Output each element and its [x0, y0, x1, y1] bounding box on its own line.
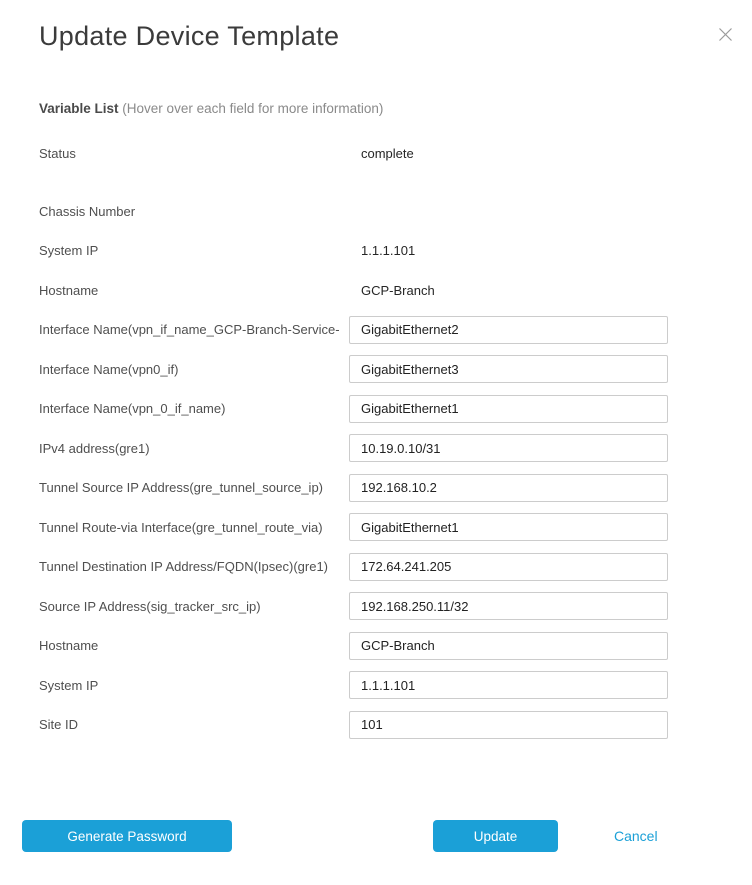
field-row-system-ip-input [0, 666, 752, 706]
dialog-title: Update Device Template [39, 21, 340, 51]
field-label: Tunnel Destination IP Address/FQDN(Ipsec)(gre1) [39, 559, 329, 575]
field-row-interface-name-service-vpn [0, 310, 752, 350]
field-label: IPv4 address(gre1) [39, 440, 150, 456]
tunnel-source-ip-input[interactable] [349, 474, 668, 502]
field-label: System IP [39, 243, 99, 259]
generate-password-button[interactable]: Generate Password [22, 820, 232, 852]
field-label: Hostname [39, 638, 99, 654]
field-row-hostname-input [0, 626, 752, 666]
hostname-input[interactable] [349, 632, 668, 660]
field-label: Hostname [39, 282, 99, 298]
source-ip-tracker-input[interactable] [349, 592, 668, 620]
field-label: Tunnel Route-via Interface(gre_tunnel_route_via) [39, 519, 323, 535]
field-row-ipv4-address-gre1 [0, 429, 752, 469]
field-row-status [0, 134, 752, 174]
field-row-tunnel-destination-ip [0, 547, 752, 587]
field-row-source-ip-tracker [0, 587, 752, 627]
close-button[interactable] [717, 26, 733, 42]
variable-list-heading: Variable List [39, 101, 119, 116]
interface-name-vpn-0-if-name-input[interactable] [349, 395, 668, 423]
field-row-interface-name-vpn-0-if-name [0, 389, 752, 429]
field-label: Source IP Address(sig_tracker_src_ip) [39, 598, 261, 614]
field-value-hostname: GCP-Branch [361, 282, 435, 298]
field-label: Status [39, 146, 76, 162]
field-label: System IP [39, 677, 99, 693]
field-label: Interface Name(vpn_0_if_name) [39, 401, 226, 417]
tunnel-destination-ip-input[interactable] [349, 553, 668, 581]
close-icon [718, 27, 733, 42]
site-id-input[interactable] [349, 711, 668, 739]
field-row-hostname-static [0, 271, 752, 311]
variable-list [0, 134, 752, 745]
system-ip-input[interactable] [349, 671, 668, 699]
interface-name-service-vpn-input[interactable] [349, 316, 668, 344]
interface-name-vpn0-if-input[interactable] [349, 355, 668, 383]
field-label: Interface Name(vpn_if_name_GCP-Branch-Service- [39, 322, 340, 338]
variable-list-header [39, 100, 752, 117]
variable-list-hint: (Hover over each field for more information) [118, 101, 384, 116]
dialog-footer [0, 820, 752, 852]
field-value-status: complete [361, 146, 414, 162]
field-label: Chassis Number [39, 203, 136, 219]
update-button[interactable]: Update [433, 820, 558, 852]
field-label: Site ID [39, 717, 79, 733]
tunnel-route-via-input[interactable] [349, 513, 668, 541]
field-row-interface-name-vpn0-if [0, 350, 752, 390]
field-label: Tunnel Source IP Address(gre_tunnel_source_ip) [39, 480, 324, 496]
field-row-chassis-number [0, 192, 752, 232]
field-row-site-id [0, 705, 752, 745]
field-value-system-ip: 1.1.1.101 [361, 243, 416, 259]
field-row-tunnel-route-via [0, 508, 752, 548]
field-row-tunnel-source-ip [0, 468, 752, 508]
ipv4-address-gre1-input[interactable] [349, 434, 668, 462]
field-row-system-ip-static [0, 231, 752, 271]
field-label: Interface Name(vpn0_if) [39, 361, 179, 377]
cancel-button[interactable]: Cancel [614, 828, 658, 844]
